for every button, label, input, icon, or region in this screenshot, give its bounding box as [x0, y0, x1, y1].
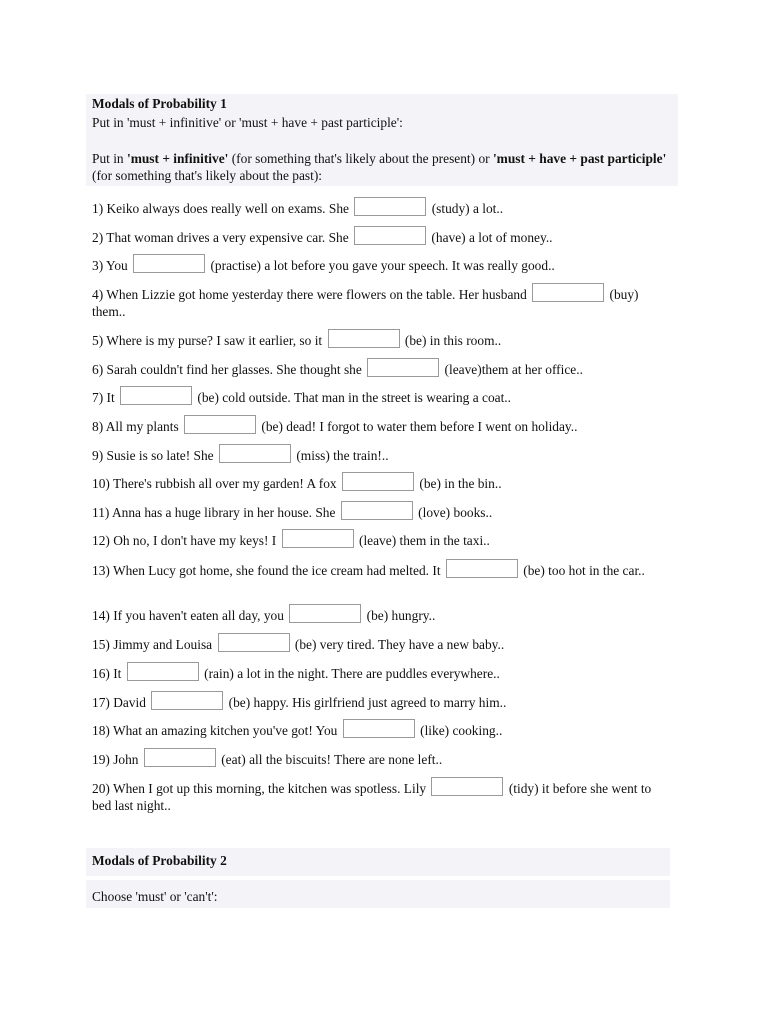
question-9: [92, 444, 672, 464]
question-2: [92, 226, 672, 246]
answer-3-input[interactable]: [133, 254, 205, 273]
section-1-instruction-short: Put in 'must + infinitive' or 'must + have + past participle':: [92, 115, 403, 130]
question-13: [92, 559, 672, 579]
question-20-after: (tidy) it before she went to bed last night..: [92, 781, 652, 813]
answer-7-input[interactable]: [120, 386, 192, 405]
question-7: [92, 386, 672, 406]
answer-20-input[interactable]: [431, 777, 503, 796]
question-5: [92, 329, 672, 349]
question-7-before: 7) It: [92, 390, 115, 405]
question-4-before: 4) When Lizzie got home yesterday there were flowers on the table. Her husband: [92, 287, 527, 302]
section-2-title: Modals of Probability 2: [92, 853, 227, 868]
section-1-header: [86, 94, 678, 186]
question-13-after: (be) too hot in the car..: [523, 563, 645, 578]
instruction-bold-must-have: 'must + have + past participle': [492, 151, 667, 166]
question-7-after: (be) cold outside. That man in the street is wearing a coat..: [197, 390, 511, 405]
question-14-after: (be) hungry..: [366, 608, 436, 623]
section-2-instruction: Choose 'must' or 'can't':: [92, 889, 218, 904]
section-2-instruction-bar: [86, 880, 670, 908]
answer-11-input[interactable]: [341, 501, 413, 520]
question-6: [92, 358, 672, 378]
question-20-before: 20) When I got up this morning, the kitchen was spotless. Lily: [92, 781, 427, 796]
answer-15-input[interactable]: [218, 633, 290, 652]
question-2-after: (have) a lot of money..: [431, 230, 553, 245]
question-1: [92, 197, 672, 217]
question-4-after: (buy) them..: [92, 287, 639, 319]
question-17-before: 17) David: [92, 695, 146, 710]
question-19: [92, 748, 672, 768]
answer-4-input[interactable]: [532, 283, 604, 302]
question-15-after: (be) very tired. They have a new baby..: [294, 637, 505, 652]
answer-8-input[interactable]: [184, 415, 256, 434]
question-19-after: (eat) all the biscuits! There are none left..: [221, 752, 443, 767]
answer-17-input[interactable]: [151, 691, 223, 710]
answer-18-input[interactable]: [343, 719, 415, 738]
question-3-before: 3) You: [92, 258, 128, 273]
question-9-after: (miss) the train!..: [296, 448, 389, 463]
question-16-before: 16) It: [92, 666, 122, 681]
question-20: [92, 777, 672, 814]
question-8: [92, 415, 672, 435]
question-14: [92, 604, 672, 624]
question-17: [92, 691, 672, 711]
answer-16-input[interactable]: [127, 662, 199, 681]
section-1-instruction-long: [92, 150, 672, 184]
question-18-after: (like) cooking..: [420, 723, 503, 738]
question-16-after: (rain) a lot in the night. There are puddles everywhere..: [204, 666, 500, 681]
question-13-before: 13) When Lucy got home, she found the ice cream had melted. It: [92, 563, 441, 578]
answer-10-input[interactable]: [342, 472, 414, 491]
section-2-header: [86, 848, 670, 876]
question-11-after: (love) books..: [418, 505, 493, 520]
answer-6-input[interactable]: [367, 358, 439, 377]
question-15: [92, 633, 672, 653]
question-10: [92, 472, 672, 492]
instruction-text-a: Put in: [92, 151, 127, 166]
answer-5-input[interactable]: [328, 329, 400, 348]
question-12-before: 12) Oh no, I don't have my keys! I: [92, 533, 277, 548]
question-6-after: (leave)them at her office..: [444, 362, 583, 377]
question-16: [92, 662, 672, 682]
question-6-before: 6) Sarah couldn't find her glasses. She thought she: [92, 362, 362, 377]
question-5-before: 5) Where is my purse? I saw it earlier, so it: [92, 333, 323, 348]
question-10-after: (be) in the bin..: [419, 476, 502, 491]
instruction-text-e: (for something that's likely about the past):: [92, 168, 323, 183]
question-10-before: 10) There's rubbish all over my garden! A fox: [92, 476, 337, 491]
question-4: [92, 283, 672, 320]
answer-14-input[interactable]: [289, 604, 361, 623]
question-2-before: 2) That woman drives a very expensive car. She: [92, 230, 349, 245]
answer-12-input[interactable]: [282, 529, 354, 548]
answer-9-input[interactable]: [219, 444, 291, 463]
answer-1-input[interactable]: [354, 197, 426, 216]
question-11-before: 11) Anna has a huge library in her house. She: [92, 505, 336, 520]
question-3: [92, 254, 672, 274]
answer-19-input[interactable]: [144, 748, 216, 767]
question-8-before: 8) All my plants: [92, 419, 179, 434]
question-12-after: (leave) them in the taxi..: [358, 533, 490, 548]
question-3-after: (practise) a lot before you gave your speech. It was really good..: [210, 258, 555, 273]
question-1-after: (study) a lot..: [431, 201, 504, 216]
question-12: [92, 529, 672, 549]
question-11: [92, 501, 672, 521]
question-9-before: 9) Susie is so late! She: [92, 448, 214, 463]
question-8-after: (be) dead! I forgot to water them before I went on holiday..: [261, 419, 578, 434]
question-18: [92, 719, 672, 739]
instruction-text-c: (for something that's likely about the present) or: [228, 151, 493, 166]
section-1-title: Modals of Probability 1: [92, 96, 227, 111]
answer-13-input[interactable]: [446, 559, 518, 578]
question-15-before: 15) Jimmy and Louisa: [92, 637, 213, 652]
question-1-before: 1) Keiko always does really well on exams. She: [92, 201, 349, 216]
instruction-bold-must-infinitive: 'must + infinitive': [126, 151, 229, 166]
question-14-before: 14) If you haven't eaten all day, you: [92, 608, 284, 623]
question-19-before: 19) John: [92, 752, 139, 767]
question-17-after: (be) happy. His girlfriend just agreed to marry him..: [228, 695, 507, 710]
question-18-before: 18) What an amazing kitchen you've got! You: [92, 723, 338, 738]
question-5-after: (be) in this room..: [404, 333, 502, 348]
answer-2-input[interactable]: [354, 226, 426, 245]
